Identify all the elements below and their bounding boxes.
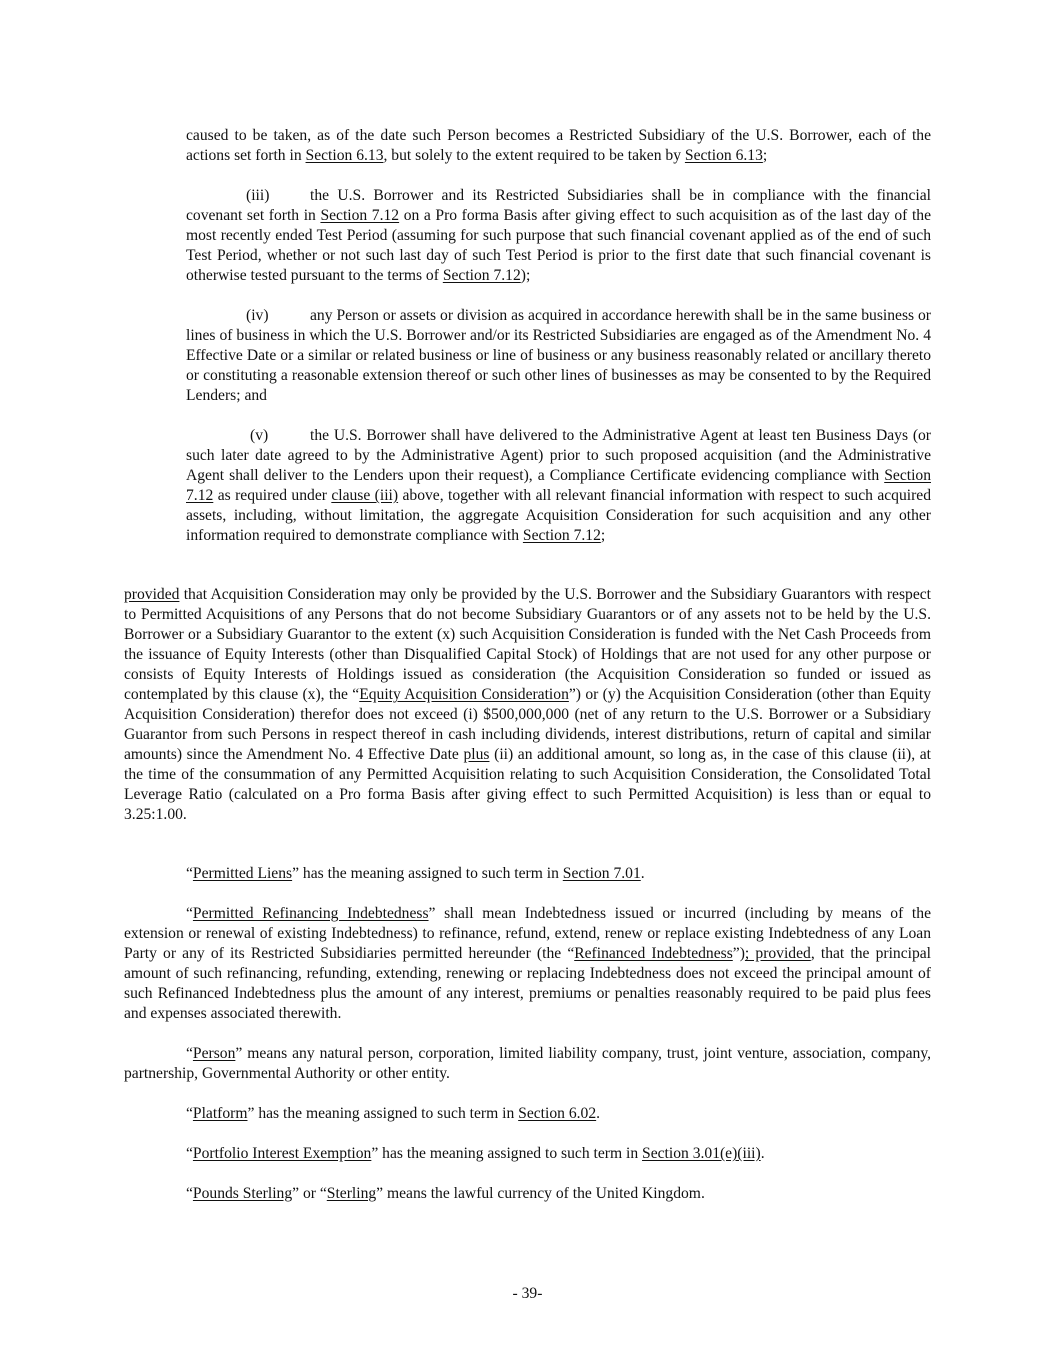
text: , but solely to the extent required to be taken by bbox=[383, 147, 685, 164]
defined-term: Permitted Liens bbox=[192, 865, 293, 882]
section-ref-7-12: Section 7.12 bbox=[522, 527, 601, 544]
section-ref-6-13: Section 6.13 bbox=[684, 147, 763, 164]
text: the U.S. Borrower and its Restricted Subsidiaries shall be in compliance with the financial covenant set forth in bbox=[186, 187, 931, 224]
definition-person bbox=[124, 1044, 931, 1084]
defined-term: Person bbox=[192, 1045, 236, 1062]
section-ref-7-12: Section 7.12 bbox=[320, 207, 400, 224]
defined-term: Sterling bbox=[326, 1185, 377, 1202]
clause-number: (iv) bbox=[246, 307, 269, 324]
text: ”) bbox=[732, 945, 745, 962]
open-quote: “ bbox=[186, 1045, 193, 1062]
clause-ref-iii: clause (iii) bbox=[331, 487, 399, 504]
text: ” has the meaning assigned to such term in bbox=[247, 1105, 519, 1122]
text: on a Pro forma Basis after giving effect to such acquisition as of the last day of the most recently ended Test Period (assuming for such purpose that such financial covenant applied as of the end of such Test Period, whether or not such last day of such Test Period is prior to the first date that such financial covenant is otherwise tested pursuant to the terms of bbox=[186, 207, 931, 284]
text: . bbox=[760, 1145, 765, 1162]
text: . bbox=[596, 1105, 601, 1122]
open-quote: “ bbox=[186, 865, 193, 882]
text: the U.S. Borrower shall have delivered to the Administrative Agent at least ten Business Days (or such later date agreed to by the Administrative Agent) prior to such proposed acquisition (and the Administrative Agent shall deliver to the Lenders upon their request), a Compliance Certificate evidencing compliance with bbox=[186, 427, 931, 484]
text: as required under bbox=[213, 487, 332, 504]
definition-permitted-liens bbox=[124, 864, 931, 884]
open-quote: “ bbox=[186, 905, 193, 922]
definition-permitted-refinancing-indebtedness bbox=[124, 904, 931, 1024]
defined-term-equity-acquisition-consideration: Equity Acquisition Consideration bbox=[359, 686, 569, 703]
paragraph-continuation bbox=[186, 126, 931, 166]
definition-portfolio-interest-exemption bbox=[124, 1144, 931, 1164]
text: ” has the meaning assigned to such term in bbox=[292, 865, 563, 882]
section-ref-6-13: Section 6.13 bbox=[305, 147, 384, 164]
defined-term: Pounds Sterling bbox=[192, 1185, 293, 1202]
open-quote: “ bbox=[186, 1105, 193, 1122]
definition-pounds-sterling bbox=[124, 1184, 931, 1204]
text: ” means the lawful currency of the United Kingdom. bbox=[376, 1185, 705, 1202]
text: (ii) an additional amount, so long as, in the case of this clause (ii), at the time of the consummation of any Permitted Acquisition relating to such Acquisition Consideration, the Consolidated Total Leverage Ratio (calculated on a Pro forma Basis after giving effect to such Permitted Acquisition) is less than or equal to 3.25:1.00. bbox=[124, 746, 931, 823]
proviso-paragraph bbox=[124, 585, 931, 825]
text: ” has the meaning assigned to such term in bbox=[371, 1145, 643, 1162]
defined-term: Platform bbox=[192, 1105, 248, 1122]
definition-platform bbox=[124, 1104, 931, 1124]
clause-number: (iii) bbox=[246, 187, 270, 204]
clause-iii bbox=[186, 186, 931, 286]
text: ” or “ bbox=[292, 1185, 327, 1202]
provided-term: provided bbox=[124, 586, 180, 603]
page-number: - 39- bbox=[512, 1285, 543, 1302]
section-ref-7-12: Section 7.12 bbox=[442, 267, 521, 284]
provided-term: ; provided bbox=[744, 945, 811, 962]
defined-term: Permitted Refinancing Indebtedness bbox=[192, 905, 429, 922]
defined-term: Portfolio Interest Exemption bbox=[192, 1145, 372, 1162]
text: any Person or assets or division as acquired in accordance herewith shall be in the same business or lines of business in which the U.S. Borrower and/or its Restricted Subsidiaries are engaged as of the Amendment No. 4 Effective Date or a similar or related business or line of business or any business reasonably related or ancillary thereto or constituting a reasonable extension thereof or such other lines of businesses as may be consented to by the Required Lenders; and bbox=[186, 307, 931, 404]
text: ; bbox=[600, 527, 606, 544]
text: , that the principal amount of such refinancing, refunding, extending, renewing or replacing Indebtedness does not exceed the principal amount of such Refinanced Indebtedness plus the amount of any interest, premiums or penalties reasonably required to be paid plus fees and expenses associated therewith. bbox=[124, 945, 931, 1022]
text: that Acquisition Consideration may only be provided by the U.S. Borrower and the Subsidiary Guarantors with respect to Permitted Acquisitions of any Persons that do not become Subsidiary Guarantors or of any assets not to be held by the U.S. Borrower or a Subsidiary Guarantor to the extent (x) such Acquisition Consideration is funded with the Net Cash Proceeds from the issuance of Equity Interests (other than Disqualified Capital Stock) of Holdings that are not used for any other purpose or consists of Equity Interests of Holdings issued as consideration (the Acquisition Consideration so funded or issued as contemplated by this clause (x), the “ bbox=[124, 586, 931, 703]
section-ref-3-01-e-iii: Section 3.01(e)(iii) bbox=[642, 1145, 761, 1162]
plus-term: plus bbox=[463, 746, 490, 763]
section-ref-6-02: Section 6.02 bbox=[518, 1105, 597, 1122]
clause-v bbox=[186, 426, 931, 546]
text: . bbox=[640, 865, 645, 882]
section-ref-7-12: Section 7.12 bbox=[186, 467, 931, 504]
text: ); bbox=[520, 267, 531, 284]
defined-term-refinanced-indebtedness: Refinanced Indebtedness bbox=[574, 945, 733, 962]
text: ” means any natural person, corporation, limited liability company, trust, joint venture, association, company, partnership, Governmental Authority or other entity. bbox=[124, 1045, 931, 1082]
open-quote: “ bbox=[186, 1185, 193, 1202]
text: above, together with all relevant financial information with respect to such acquired assets, including, without limitation, the aggregate Acquisition Consideration for such acquisition and any other information required to demonstrate compliance with bbox=[186, 487, 932, 544]
text: ; bbox=[762, 147, 768, 164]
clause-number: (v) bbox=[250, 427, 269, 444]
clause-iv bbox=[186, 306, 931, 406]
section-ref-7-01: Section 7.01 bbox=[562, 865, 641, 882]
text: ” shall mean Indebtedness issued or incurred (including by means of the extension or renewal of existing Indebtedness) to refinance, refund, extend, renew or replace existing Indebtedness of any Loan Party or any of its Restricted Subsidiaries permitted hereunder (the “ bbox=[124, 905, 931, 962]
open-quote: “ bbox=[186, 1145, 193, 1162]
text: ”) or (y) the Acquisition Consideration (other than Equity Acquisition Consideration) therefor does not exceed (i) $500,000,000 (net of any return to the U.S. Borrower or a Subsidiary Guarantor from such Persons in respect thereof in cash including dividends, interest distributions, return of capital and similar amounts) since the Amendment No. 4 Effective Date bbox=[124, 686, 932, 763]
text: caused to be taken, as of the date such Person becomes a Restricted Subsidiary of the U.S. Borrower, each of the actions set forth in bbox=[186, 127, 931, 164]
